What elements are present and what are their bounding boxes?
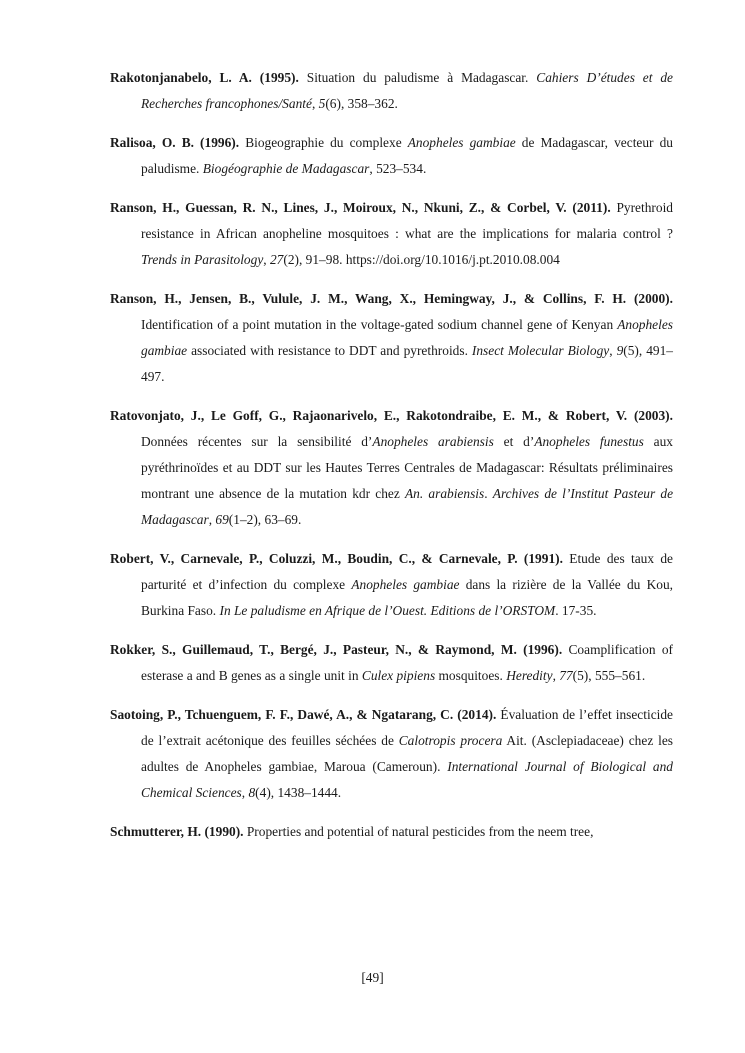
reference-entry: [110, 65, 673, 117]
reference-italic-text: Culex pipiens: [361, 668, 436, 683]
reference-italic-text: 27: [269, 252, 284, 267]
reference-italic-text: Insect Molecular Biology: [471, 343, 610, 358]
reference-entry: [110, 702, 673, 806]
reference-text: (5), 491–497.: [141, 343, 673, 384]
reference-italic-text: Anopheles gambiae: [407, 135, 516, 150]
reference-authors: Ranson, H., Guessan, R. N., Lines, J., Moiroux, N., Nkuni, Z., & Corbel, V. (2011).: [110, 200, 611, 215]
reference-text: Ait. (Asclepiadaceae) chez les adultes de Anopheles gambiae, Maroua (Cameroun).: [141, 733, 673, 774]
reference-text: ,: [552, 668, 560, 683]
reference-text: et d’: [493, 434, 535, 449]
reference-text: dans la rizière de la Vallée du Kou, Burkina Faso.: [141, 577, 673, 618]
reference-text: Données récentes sur la sensibilité d’: [141, 434, 373, 449]
reference-text: ,: [609, 343, 617, 358]
reference-italic-text: Cahiers D’études et de Recherches francophones/Santé: [141, 70, 673, 111]
reference-list: [110, 65, 673, 858]
reference-text: associated with resistance to DDT and pyrethroids.: [187, 343, 472, 358]
reference-entry: [110, 286, 673, 390]
reference-italic-text: Archives de l’Institut Pasteur de Madagascar: [141, 486, 674, 527]
reference-text: aux pyréthrinoïdes et au DDT sur les Hautes Terres Centrales de Madagascar: Résultats préliminaires montrant une absence de la mutation kdr chez: [141, 434, 673, 501]
reference-italic-text: 77: [559, 668, 573, 683]
reference-text: (6), 358–362.: [325, 96, 398, 111]
reference-text: Properties and potential of natural pesticides from the neem tree,: [243, 824, 594, 839]
reference-italic-text: Anopheles arabiensis: [372, 434, 494, 449]
reference-italic-text: Anopheles funestus: [534, 434, 644, 449]
reference-italic-text: Trends in Parasitology: [141, 252, 264, 267]
reference-italic-text: Anopheles gambiae: [141, 317, 673, 358]
reference-text: Coamplification of esterase a and B genes as a single unit in: [141, 642, 673, 683]
reference-authors: Rokker, S., Guillemaud, T., Bergé, J., Pasteur, N., & Raymond, M. (1996).: [110, 642, 563, 657]
reference-text: (1–2), 63–69.: [228, 512, 302, 527]
reference-authors: Robert, V., Carnevale, P., Coluzzi, M., Boudin, C., & Carnevale, P. (1991).: [110, 551, 563, 566]
reference-italic-text: In Le paludisme en Afrique de l’Ouest. Editions de l’ORSTOM: [219, 603, 556, 618]
reference-text: de Madagascar, vecteur du paludisme.: [141, 135, 673, 176]
reference-entry: [110, 819, 673, 845]
reference-italic-text: Anopheles gambiae: [351, 577, 460, 592]
reference-text: Biogeographie du complexe: [239, 135, 408, 150]
reference-authors: Saotoing, P., Tchuenguem, F. F., Dawé, A., & Ngatarang, C. (2014).: [110, 707, 497, 722]
reference-text: Évaluation de l’effet insecticide de l’extrait acétonique des feuilles séchées de: [141, 707, 673, 748]
reference-italic-text: International Journal of Biological and Chemical Sciences: [141, 759, 673, 800]
reference-text: Pyrethroid resistance in African anopheline mosquitoes : what are the implications for malaria control ?: [141, 200, 673, 241]
reference-authors: Schmutterer, H. (1990).: [110, 824, 244, 839]
reference-text: Etude des taux de parturité et d’infection du complexe: [141, 551, 673, 592]
reference-text: ,: [311, 96, 319, 111]
reference-italic-text: 5: [318, 96, 326, 111]
reference-text: (2), 91–98. https://doi.org/10.1016/j.pt.2010.08.004: [283, 252, 560, 267]
reference-text: ,: [241, 785, 249, 800]
reference-text: (5), 555–561.: [572, 668, 646, 683]
page-number: [49]: [361, 970, 384, 985]
reference-text: Identification of a point mutation in the voltage-gated sodium channel gene of Kenyan: [141, 317, 618, 332]
reference-text: .: [484, 486, 493, 501]
reference-italic-text: Calotropis procera: [398, 733, 503, 748]
reference-entry: [110, 637, 673, 689]
reference-text: (4), 1438–1444.: [255, 785, 342, 800]
reference-italic-text: Heredity: [506, 668, 553, 683]
reference-text: . 17-35.: [555, 603, 597, 618]
reference-authors: Ranson, H., Jensen, B., Vulule, J. M., Wang, X., Hemingway, J., & Collins, F. H. (2000).: [110, 291, 673, 306]
reference-italic-text: 69: [215, 512, 229, 527]
reference-italic-text: 9: [616, 343, 624, 358]
reference-entry: [110, 195, 673, 273]
reference-authors: Rakotonjanabelo, L. A. (1995).: [110, 70, 299, 85]
reference-entry: [110, 546, 673, 624]
reference-authors: Ratovonjato, J., Le Goff, G., Rajaonarivelo, E., Rakotondraibe, E. M., & Robert, V. (2003).: [110, 408, 673, 423]
reference-text: ,: [263, 252, 270, 267]
reference-italic-text: An. arabiensis: [404, 486, 485, 501]
reference-italic-text: 8: [248, 785, 256, 800]
reference-authors: Ralisoa, O. B. (1996).: [110, 135, 240, 150]
reference-text: ,: [208, 512, 216, 527]
reference-text: , 523–534.: [369, 161, 427, 176]
reference-text: mosquitoes.: [435, 668, 507, 683]
reference-entry: [110, 130, 673, 182]
reference-text: Situation du paludisme à Madagascar.: [298, 70, 537, 85]
reference-entry: [110, 403, 673, 533]
reference-italic-text: Biogéographie de Madagascar: [202, 161, 370, 176]
